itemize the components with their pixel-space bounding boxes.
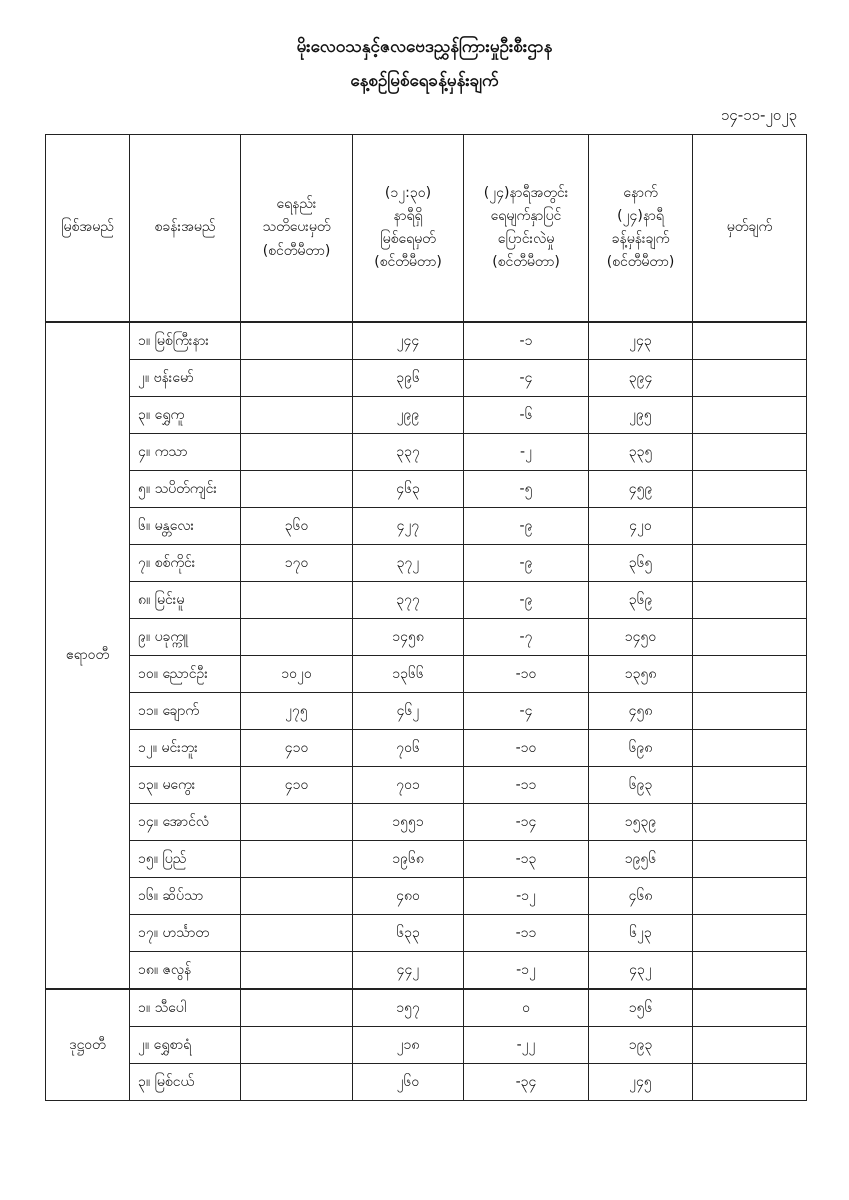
change-cell: -၅ [464,471,589,508]
observed-cell: ၁၄၅၈ [353,619,464,656]
col-header-forecast: နောက် (၂၄)နာရီ ခန့်မှန်းချက် (စင်တီမီတာ) [589,135,693,323]
table-row [46,397,807,434]
remark-cell [693,434,807,471]
station-cell: ၁၈။ ဇလွန် [130,952,241,990]
river-group [46,322,807,989]
table-row [46,915,807,952]
danger-cell [241,397,353,434]
change-cell: -၂၂ [464,1027,589,1064]
station-cell: ၃။ မြစ်ငယ် [130,1064,241,1101]
change-cell: -၁၁ [464,915,589,952]
observed-cell: ၁၅၅၁ [353,804,464,841]
remark-cell [693,693,807,730]
table-row [46,767,807,804]
observed-cell: ၂၉၉ [353,397,464,434]
danger-cell: ၂၇၅ [241,693,353,730]
observed-cell: ၆၃၃ [353,915,464,952]
forecast-cell: ၁၅၃၉ [589,804,693,841]
remark-cell [693,989,807,1027]
report-date: ၁၄-၁၁-၂၀၂၃ [720,106,797,124]
danger-cell [241,582,353,619]
observed-cell: ၄၂၇ [353,508,464,545]
remark-cell [693,545,807,582]
remark-cell [693,1027,807,1064]
table-row [46,989,807,1027]
station-cell: ၁၇။ ဟင်္သာတ [130,915,241,952]
forecast-cell: ၂၄၅ [589,1064,693,1101]
remark-cell [693,767,807,804]
danger-cell [241,619,353,656]
river-name-cell: ဧရာဝတီ [46,322,130,989]
remark-cell [693,656,807,693]
observed-cell: ၂၆၀ [353,1064,464,1101]
station-cell: ၇။ စစ်ကိုင်း [130,545,241,582]
river-group [46,989,807,1101]
remark-cell [693,841,807,878]
table-header-row [46,135,807,323]
station-cell: ၁။ သီပေါ [130,989,241,1027]
change-cell: -၆ [464,397,589,434]
forecast-cell: ၆၉၈ [589,730,693,767]
change-cell: -၁၂ [464,952,589,990]
change-cell: -၉ [464,545,589,582]
table-row [46,804,807,841]
change-cell: -၁၄ [464,804,589,841]
station-cell: ၆။ မန္တလေး [130,508,241,545]
observed-cell: ၄၆၂ [353,693,464,730]
change-cell: -၁၁ [464,767,589,804]
change-cell: -၄ [464,693,589,730]
remark-cell [693,322,807,360]
observed-cell: ၄၆၃ [353,471,464,508]
forecast-cell: ၂၄၃ [589,322,693,360]
forecast-cell: ၄၅၈ [589,693,693,730]
table-row [46,322,807,360]
station-cell: ၁၃။ မကွေး [130,767,241,804]
observed-cell: ၃၃၇ [353,434,464,471]
observed-cell: ၄၄၂ [353,952,464,990]
table-row [46,1064,807,1101]
remark-cell [693,804,807,841]
observed-cell: ၁၉၆၈ [353,841,464,878]
danger-cell [241,1064,353,1101]
page-title: မိုးလေဝသနှင့်ဇလဗေဒညွှန်ကြားမှုဦးစီးဌာန [296,37,553,57]
observed-cell: ၂၁၈ [353,1027,464,1064]
remark-cell [693,1064,807,1101]
table-row [46,693,807,730]
forecast-cell: ၁၃၅၈ [589,656,693,693]
observed-cell: ၁၃၆၆ [353,656,464,693]
change-cell: -၄ [464,360,589,397]
forecast-cell: ၄၃၂ [589,952,693,990]
remark-cell [693,582,807,619]
change-cell: ၀ [464,989,589,1027]
station-cell: ၈။ မြင်းမူ [130,582,241,619]
danger-cell: ၄၁၀ [241,767,353,804]
danger-cell [241,952,353,990]
remark-cell [693,471,807,508]
change-cell: -၃၄ [464,1064,589,1101]
change-cell: -၇ [464,619,589,656]
station-cell: ၁၁။ ချောက် [130,693,241,730]
danger-cell [241,989,353,1027]
forecast-cell: ၂၉၅ [589,397,693,434]
table-row [46,508,807,545]
remark-cell [693,508,807,545]
danger-cell [241,434,353,471]
forecast-cell: ၄၅၉ [589,471,693,508]
danger-cell [241,360,353,397]
danger-cell [241,878,353,915]
station-cell: ၂။ ဗန်းမော် [130,360,241,397]
danger-cell [241,841,353,878]
col-header-river: မြစ်အမည် [46,135,130,323]
river-name-cell: ဒုဋ္ဌဝတီ [46,989,130,1101]
forecast-cell: ၁၄၅၀ [589,619,693,656]
station-cell: ၄။ ကသာ [130,434,241,471]
remark-cell [693,360,807,397]
remark-cell [693,915,807,952]
table-row [46,1027,807,1064]
change-cell: -၁၀ [464,656,589,693]
change-cell: -၉ [464,508,589,545]
observed-cell: ၄၈၀ [353,878,464,915]
station-cell: ၅။ သပိတ်ကျင်း [130,471,241,508]
danger-cell: ၁၇၀ [241,545,353,582]
change-cell: -၉ [464,582,589,619]
table-row [46,434,807,471]
remark-cell [693,397,807,434]
forecast-cell: ၃၃၅ [589,434,693,471]
change-cell: -၁ [464,322,589,360]
observed-cell: ၇၀၆ [353,730,464,767]
danger-cell: ၁၀၂၀ [241,656,353,693]
table-row [46,619,807,656]
observed-cell: ၂၄၄ [353,322,464,360]
table-row [46,878,807,915]
change-cell: -၁၀ [464,730,589,767]
station-cell: ၁။ မြစ်ကြီးနား [130,322,241,360]
remark-cell [693,730,807,767]
forecast-cell: ၄၂၀ [589,508,693,545]
danger-cell: ၄၁၀ [241,730,353,767]
station-cell: ၁၀။ ညောင်ဦး [130,656,241,693]
change-cell: -၂ [464,434,589,471]
forecast-cell: ၃၉၄ [589,360,693,397]
remark-cell [693,619,807,656]
station-cell: ၃။ ရွှေကူ [130,397,241,434]
table-row [46,730,807,767]
forecast-cell: ၆၂၃ [589,915,693,952]
remark-cell [693,952,807,990]
station-cell: ၁၄။ အောင်လံ [130,804,241,841]
table-row [46,545,807,582]
forecast-cell: ၄၆၈ [589,878,693,915]
station-cell: ၉။ ပခုက္ကူ [130,619,241,656]
observed-cell: ၇၀၁ [353,767,464,804]
danger-cell [241,804,353,841]
station-cell: ၁၂။ မင်းဘူး [130,730,241,767]
danger-cell [241,471,353,508]
observed-cell: ၁၅၇ [353,989,464,1027]
change-cell: -၁၂ [464,878,589,915]
forecast-cell: ၁၉၃ [589,1027,693,1064]
col-header-24h-change: (၂၄)နာရီအတွင်း ရေမျက်နှာပြင် ပြောင်းလဲမှု (စင်တီမီတာ) [464,135,589,323]
page-subtitle: နေ့စဉ်မြစ်ရေခန့်မှန်းချက် [350,71,499,91]
station-cell: ၁၅။ ပြည် [130,841,241,878]
table-row [46,582,807,619]
danger-cell [241,322,353,360]
change-cell: -၁၃ [464,841,589,878]
col-header-danger-level: ရေနည်း သတိပေးမှတ် (စင်တီမီတာ) [241,135,353,323]
forecast-cell: ၁၉၅၆ [589,841,693,878]
observed-cell: ၃၇၂ [353,545,464,582]
table-row [46,471,807,508]
danger-cell [241,915,353,952]
col-header-observed-level: (၁၂:၃၀) နာရီရှိ မြစ်ရေမှတ် (စင်တီမီတာ) [353,135,464,323]
table-row [46,360,807,397]
forecast-cell: ၃၆၉ [589,582,693,619]
forecast-cell: ၆၉၃ [589,767,693,804]
forecast-cell: ၁၅၆ [589,989,693,1027]
remark-cell [693,878,807,915]
danger-cell [241,1027,353,1064]
station-cell: ၂။ ရွှေစာရံ [130,1027,241,1064]
forecast-table [45,134,807,1101]
col-header-remark: မှတ်ချက် [693,135,807,323]
observed-cell: ၃၉၆ [353,360,464,397]
table-row [46,952,807,990]
station-cell: ၁၆။ ဆိပ်သာ [130,878,241,915]
table-row [46,841,807,878]
table-row [46,656,807,693]
forecast-cell: ၃၆၅ [589,545,693,582]
observed-cell: ၃၇၇ [353,582,464,619]
col-header-station: စခန်းအမည် [130,135,241,323]
danger-cell: ၃၆၀ [241,508,353,545]
